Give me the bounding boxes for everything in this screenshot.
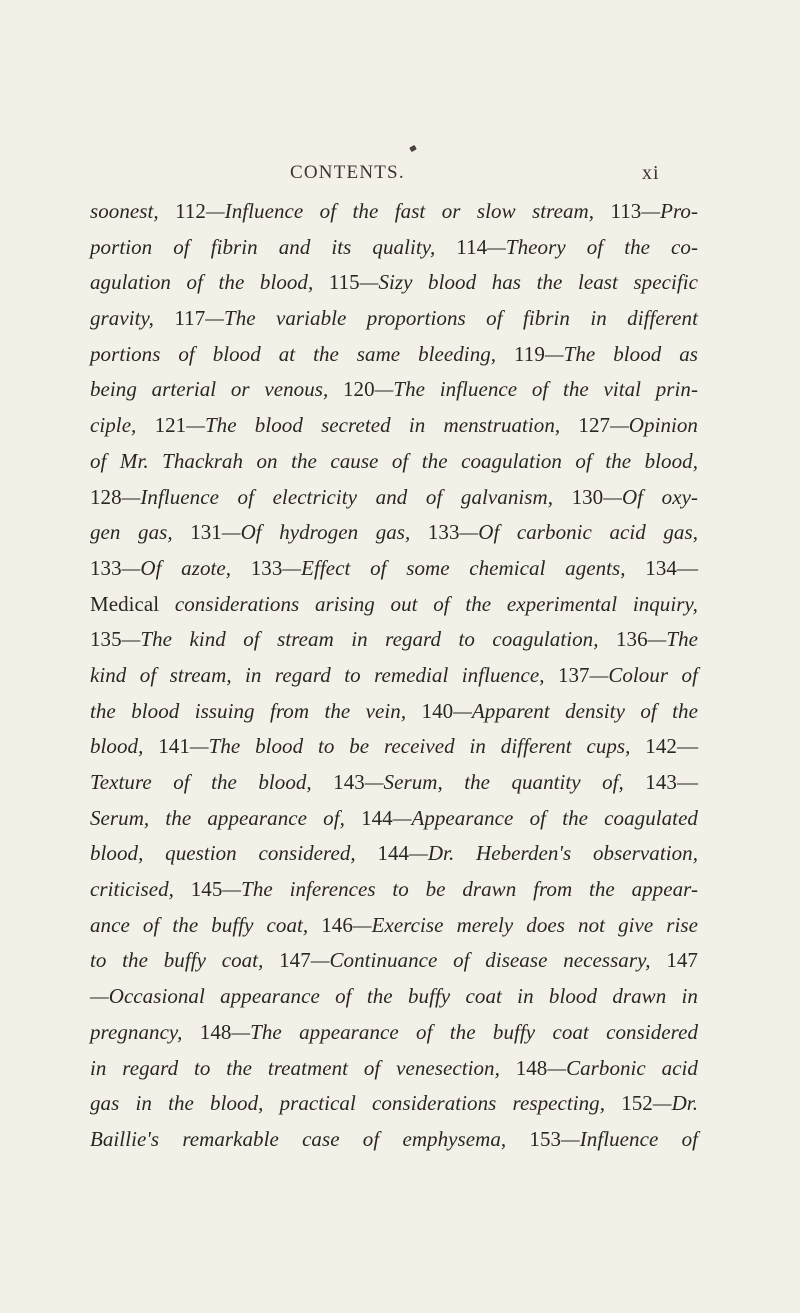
page-reference: 153: [529, 1126, 562, 1151]
contents-text: [90, 194, 698, 1158]
page-reference: 133: [250, 555, 283, 580]
entry-text: —The variable proportions of fibrin in different: [205, 306, 698, 331]
text-line: [90, 1086, 698, 1122]
entry-text: —The influence of the vital prin-: [374, 377, 698, 402]
entry-text: gravity,: [90, 306, 175, 331]
entry-text: Texture of the blood,: [90, 770, 334, 794]
entry-text: —Opinion: [610, 413, 698, 438]
entry-text: —Occasional appearance of the buffy coat in blood drawn in: [90, 984, 698, 1009]
entry-text: —The inferences to be drawn from the appear-: [222, 877, 698, 902]
entry-text: —The blood as: [544, 341, 698, 366]
ink-mark: [409, 145, 417, 152]
text-line: [90, 658, 698, 694]
text-line: [90, 729, 698, 765]
page-reference: 128: [90, 484, 122, 509]
entry-text: —Theory of the co-: [487, 234, 699, 259]
page-reference: 120: [342, 377, 375, 402]
text-line: [90, 587, 698, 623]
entry-text: —Colour of: [589, 662, 698, 687]
page-reference: 146: [321, 912, 353, 937]
text-line: [90, 943, 698, 979]
entry-text: —Dr.: [652, 1091, 698, 1116]
entry-text: —Apparent density of the: [453, 698, 698, 723]
page-reference: Medical: [90, 591, 175, 616]
page-reference: 144: [361, 805, 393, 830]
entry-text: pregnancy,: [90, 1019, 200, 1044]
entry-text: the blood issuing from the vein,: [90, 698, 422, 723]
text-line: [90, 551, 698, 587]
page-reference: 144: [377, 841, 410, 866]
page-number: xi: [642, 162, 660, 184]
page-reference: 135: [90, 627, 122, 652]
entry-text: —Dr. Heberden's observation,: [409, 841, 698, 866]
page-reference: 115: [328, 270, 360, 295]
entry-text: portions of blood at the same bleeding,: [90, 341, 515, 366]
entry-text: blood,: [90, 734, 159, 759]
entry-text: being arterial or venous,: [90, 377, 343, 402]
text-line: [90, 908, 698, 944]
entry-text: criticised,: [90, 877, 191, 902]
entry-text: —The blood to be received in different cups,: [189, 734, 646, 759]
entry-text: to the buffy coat,: [90, 948, 280, 973]
text-line: [90, 694, 698, 730]
text-line: [90, 444, 698, 480]
entry-text: kind of stream, in regard to remedial influence,: [90, 662, 558, 687]
page-reference: 119: [514, 341, 545, 366]
entry-text: of Mr. Thackrah on the cause of the coagulation of the blood,: [90, 448, 698, 473]
text-line: [90, 337, 698, 373]
text-line: [90, 194, 698, 230]
entry-text: Baillie's remarkable case of emphysema,: [90, 1126, 530, 1151]
entry-text: —Influence of electricity and of galvanism,: [121, 484, 572, 509]
entry-text: —Carbonic acid: [547, 1055, 698, 1080]
page-reference: 147: [666, 948, 698, 973]
entry-text: —Exercise merely does not give rise: [352, 912, 698, 937]
text-line: [90, 979, 698, 1015]
page-reference: 148: [199, 1019, 232, 1044]
entry-text: —Of azote,: [121, 555, 251, 580]
entry-text: considerations arising out of the experimental inquiry,: [174, 591, 698, 616]
text-line: [90, 801, 698, 837]
text-line: [90, 301, 698, 337]
page-reference: 133: [90, 555, 122, 580]
page-reference: 141: [158, 734, 190, 759]
entry-text: —Sizy blood has the least specific: [359, 270, 698, 295]
entry-text: gas in the blood, practical considerations respecting,: [90, 1091, 622, 1116]
entry-text: gen gas,: [90, 520, 191, 545]
page-reference: 152: [621, 1091, 653, 1116]
entry-text: —Of carbonic acid gas,: [459, 520, 698, 545]
text-line: [90, 836, 698, 872]
page-reference: 130: [571, 484, 604, 509]
page-reference: 145: [190, 877, 223, 902]
text-line: [90, 230, 698, 266]
entry-text: —Serum, the quantity of,: [364, 770, 646, 794]
page-reference: 112: [175, 199, 206, 223]
running-head: [0, 156, 800, 186]
entry-text: —The blood secreted in menstruation,: [186, 413, 579, 438]
entry-text: —Continuance of disease necessary,: [310, 948, 667, 973]
page-reference: 148: [515, 1055, 548, 1080]
text-line: [90, 265, 698, 301]
text-line: [90, 1051, 698, 1087]
page-reference: —: [676, 770, 698, 794]
page-reference: 134: [645, 555, 677, 580]
text-line: [90, 408, 698, 444]
entry-text: in regard to the treatment of venesection,: [90, 1055, 516, 1080]
running-head-title: CONTENTS.: [290, 162, 405, 183]
entry-text: —Effect of some chemical agents,: [282, 555, 646, 580]
page-reference: 142: [645, 734, 677, 759]
page-reference: 117: [174, 306, 206, 331]
entry-text: —Appearance of the coagulated: [392, 805, 698, 830]
entry-text: portion of fibrin and its quality,: [90, 234, 457, 259]
entry-text: ciple,: [90, 413, 155, 438]
text-line: [90, 480, 698, 516]
entry-text: ance of the buffy coat,: [90, 912, 322, 937]
text-line: [90, 622, 698, 658]
page-reference: —: [676, 555, 698, 580]
page-reference: 114: [456, 234, 488, 259]
entry-text: —Of hydrogen gas,: [221, 520, 428, 545]
text-line: [90, 515, 698, 551]
page-reference: 121: [154, 413, 187, 438]
text-line: [90, 872, 698, 908]
entry-text: Serum, the appearance of,: [90, 805, 362, 830]
page-reference: 147: [279, 948, 311, 973]
entry-text: —Pro-: [641, 199, 698, 223]
page-reference: 131: [190, 520, 222, 545]
page-reference: 127: [578, 413, 611, 438]
page-reference: 143: [645, 770, 677, 794]
text-line: [90, 372, 698, 408]
page-reference: 113: [610, 199, 642, 223]
entry-text: —Of oxy-: [603, 484, 698, 509]
entry-text: —The appearance of the buffy coat considered: [231, 1019, 698, 1044]
entry-text: —The kind of stream in regard to coagulation,: [121, 627, 616, 652]
page-reference: 136: [615, 627, 648, 652]
page-reference: 133: [427, 520, 460, 545]
page-reference: —: [676, 734, 698, 759]
entry-text: —Influence of the fast or slow stream,: [205, 199, 611, 223]
text-line: [90, 1122, 698, 1158]
entry-text: agulation of the blood,: [90, 270, 329, 295]
page-reference: 137: [557, 662, 590, 687]
entry-text: —Influence of: [561, 1126, 698, 1151]
entry-text: soonest,: [90, 199, 176, 223]
text-line: [90, 765, 698, 801]
page-reference: 140: [421, 698, 454, 723]
entry-text: blood, question considered,: [90, 841, 378, 866]
page-reference: 143: [333, 770, 365, 794]
entry-text: —The: [647, 627, 698, 652]
text-line: [90, 1015, 698, 1051]
